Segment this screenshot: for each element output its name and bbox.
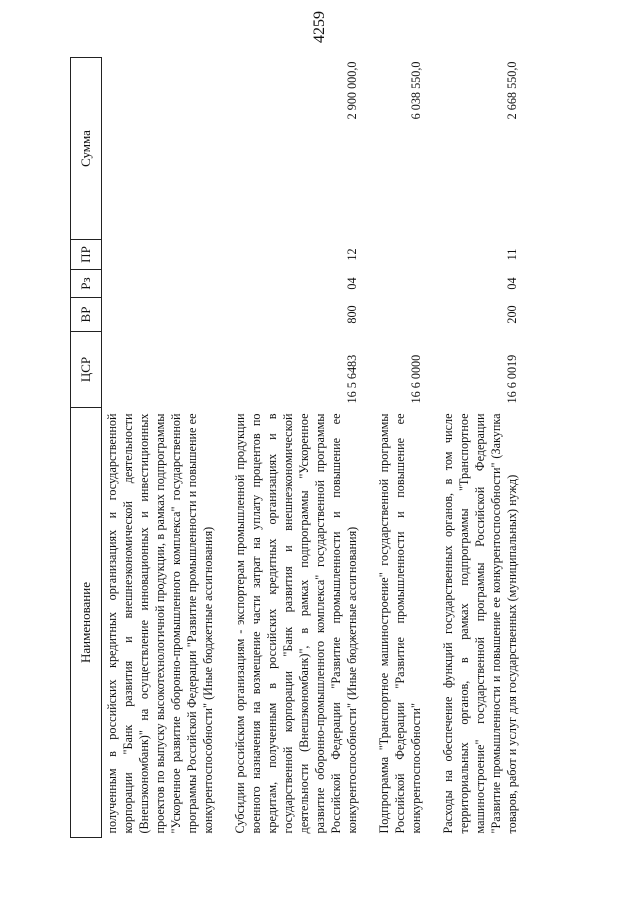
- row-pr: 11: [505, 248, 519, 261]
- header-csr: ЦСР: [71, 332, 102, 408]
- row-sum: [102, 58, 223, 240]
- row-vr: 800: [345, 305, 359, 324]
- budget-table-container: [70, 58, 600, 838]
- header-name: Наименование: [71, 408, 102, 838]
- table-row: [438, 58, 526, 838]
- row-csr: 16 5 6483: [345, 354, 359, 404]
- row-rz: [102, 270, 223, 298]
- row-csr: 16 6 0019: [505, 354, 519, 404]
- row-csr: 16 6 0000: [409, 354, 423, 404]
- row-rz: [374, 270, 430, 298]
- budget-table: [70, 57, 526, 838]
- row-name: Субсидии российским организациям - экспортерам промышленной продукции военного назначения на возмещение части затрат на уплату процентов по кредитам, полученным в российских кредитных организациях и в государственной корпорации "Банк развития и внешнеэкономической деятельности (Внешэкономбанк)", в рамках подпрограммы "Ускоренное развитие оборонно-промышленного комплекса" государственной программы Российской Федерации "Развитие промышленности и повышение ее конкурентоспособности" (Иные бюджетные ассигнования): [233, 413, 359, 834]
- row-pr: [374, 240, 430, 270]
- row-pr: [102, 240, 223, 270]
- row-rz: 04: [345, 277, 359, 290]
- row-pr: 12: [345, 248, 359, 261]
- row-csr: [102, 332, 223, 408]
- header-sum: Сумма: [71, 58, 102, 240]
- row-name: Подпрограмма "Транспортное машиностроение" государственной программы Российской Федерации "Развитие промышленности и повышение ее конкурентоспособности": [377, 413, 423, 834]
- row-name: Расходы на обеспечение функций государственных органов, в том числе территориальных органов, в рамках подпрограммы "Транспортное машиностроение" государственной программы Российской Федерации "Развитие промышленности и повышение ее конкурентоспособности" (Закупка товаров, работ и услуг для государственных (муниципальных) нужд): [441, 413, 519, 834]
- page-number: 4259: [311, 11, 328, 43]
- table-row: [230, 58, 366, 838]
- row-vr: 200: [505, 305, 519, 324]
- row-name: полученным в российских кредитных организациях и государственной корпорации "Банк развития и внешнеэкономической деятельности (Внешэкономбанк)" на осуществление инновационных и инвестиционных проектов по выпуску высокотехнологичной продукции, в рамках подпрограммы "Ускоренное развитие оборонно-промышленного комплекса" государственной программы Российской Федерации "Развитие промышленности и повышение ее конкурентоспособности" (Иные бюджетные ассигнования): [105, 413, 215, 834]
- rotated-page: [70, 58, 600, 838]
- table-row: [102, 58, 223, 838]
- row-rz: 04: [505, 277, 519, 290]
- row-sum: 2 668 550,0: [505, 61, 519, 120]
- header-vr: ВР: [71, 298, 102, 332]
- header-pr: ПР: [71, 240, 102, 270]
- table-header-row: [71, 58, 102, 838]
- row-sum: 6 038 550,0: [409, 61, 423, 120]
- row-vr: [102, 298, 223, 332]
- row-vr: [374, 298, 430, 332]
- header-rz: Рз: [71, 270, 102, 298]
- row-sum: 2 900 000,0: [345, 61, 359, 120]
- table-row: [374, 58, 430, 838]
